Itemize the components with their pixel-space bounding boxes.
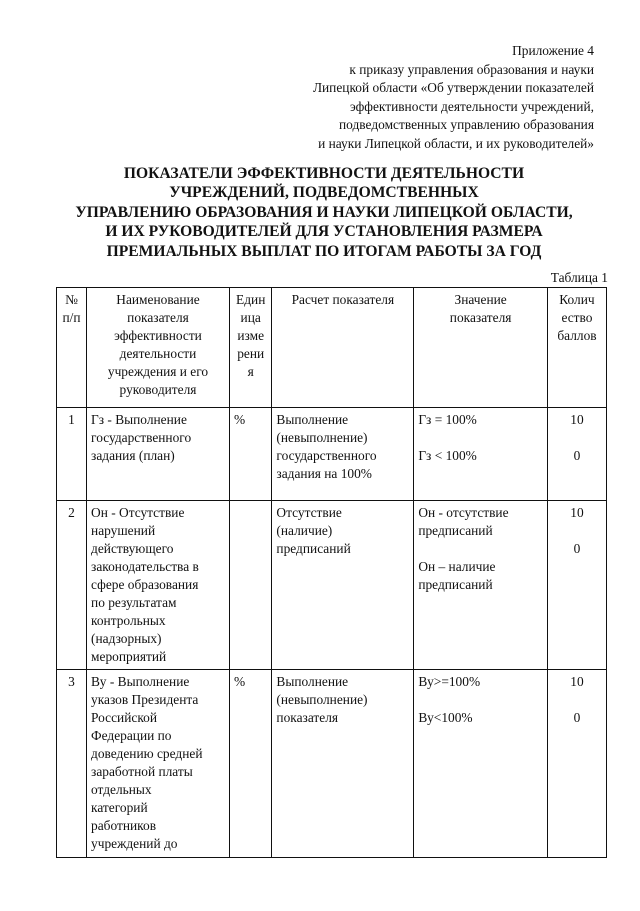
row-value: Он - отсутствие предписаний Он – наличие предписаний: [414, 501, 548, 670]
row-value: Гз = 100% Гз < 100%: [414, 408, 548, 501]
row-points: 10 0: [547, 501, 606, 670]
table-row: [57, 408, 607, 501]
appendix-line: Липецкой области «Об утверждении показателей: [312, 80, 594, 96]
appendix-line: к приказу управления образования и науки: [349, 61, 594, 77]
header-unit: Един ица изме рени я: [229, 288, 271, 408]
document-title: [40, 164, 608, 261]
title-line: И ИХ РУКОВОДИТЕЛЕЙ ДЛЯ УСТАНОВЛЕНИЯ РАЗМЕРА: [105, 223, 543, 241]
appendix-note: [313, 42, 594, 154]
row-num: 3: [57, 670, 87, 858]
row-unit: %: [229, 408, 271, 501]
row-num: 2: [57, 501, 87, 670]
table-row: [57, 670, 607, 858]
indicators-table: [56, 287, 607, 858]
row-calc: Выполнение (невыполнение) показателя: [272, 670, 414, 858]
row-num: 1: [57, 408, 87, 501]
appendix-line: Приложение 4: [512, 43, 594, 58]
table-header-row: [57, 288, 607, 408]
row-calc: Выполнение (невыполнение) государственного задания на 100%: [272, 408, 414, 501]
row-indicator-name: Он - Отсутствие нарушений действующего законодательства в сфере образования по результатам контрольных (надзорных) мероприятий: [87, 501, 230, 670]
title-line: ПРЕМИАЛЬНЫХ ВЫПЛАТ ПО ИТОГАМ РАБОТЫ ЗА ГОД: [106, 242, 542, 260]
table-row: [57, 501, 607, 670]
appendix-line: и науки Липецкой области, и их руководителей»: [318, 135, 594, 151]
header-num: № п/п: [57, 288, 87, 408]
row-indicator-name: Гз - Выполнение государственного задания (план): [87, 408, 230, 501]
title-line: УПРАВЛЕНИЮ ОБРАЗОВАНИЯ И НАУКИ ЛИПЕЦКОЙ ОБЛАСТИ,: [75, 203, 573, 221]
header-calc: Расчет показателя: [272, 288, 414, 408]
row-unit: [229, 501, 271, 670]
header-points: Колич ество баллов: [547, 288, 606, 408]
table-caption: Таблица 1: [550, 270, 608, 285]
header-value: Значение показателя: [414, 288, 548, 408]
row-value: Ву>=100% Ву<100%: [414, 670, 548, 858]
row-points: 10 0: [547, 408, 606, 501]
appendix-line: эффективности деятельности учреждений,: [350, 98, 594, 114]
row-points: 10 0: [547, 670, 606, 858]
row-indicator-name: Ву - Выполнение указов Президента Российской Федерации по доведению средней заработной платы отдельных категорий работников учреждений до: [87, 670, 230, 858]
row-calc: Отсутствие (наличие) предписаний: [272, 501, 414, 670]
title-line: УЧРЕЖДЕНИЙ, ПОДВЕДОМСТВЕННЫХ: [169, 184, 479, 202]
row-unit: %: [229, 670, 271, 858]
header-name: Наименование показателя эффективности деятельности учреждения и его руководителя: [87, 288, 230, 408]
title-line: ПОКАЗАТЕЛИ ЭФФЕКТИВНОСТИ ДЕЯТЕЛЬНОСТИ: [123, 165, 525, 182]
appendix-line: подведомственных управлению образования: [339, 117, 594, 133]
